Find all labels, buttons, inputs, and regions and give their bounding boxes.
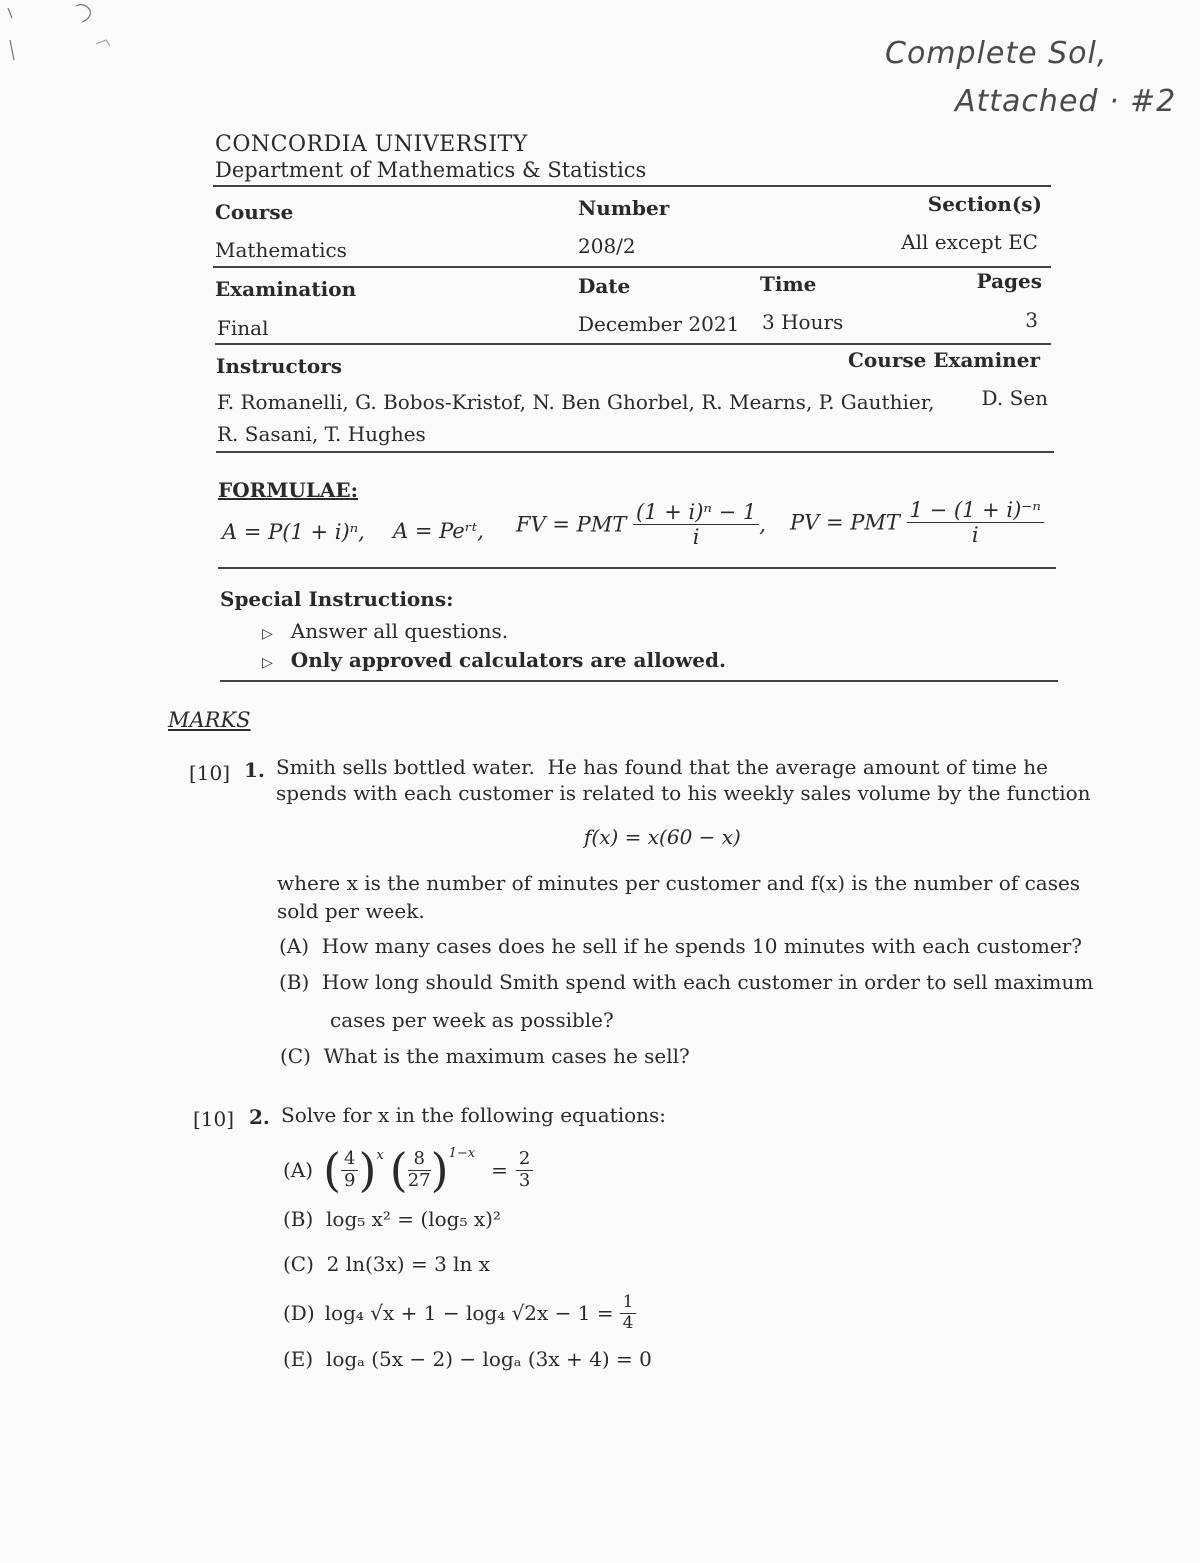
formula-present-value: [790, 498, 1044, 547]
divider: [216, 451, 1054, 453]
sections-value: All except EC: [901, 230, 1038, 254]
right-paren: ): [358, 1143, 377, 1197]
q2-a-fraction-2: [408, 1149, 431, 1191]
q1-part-b-line1: (B) How long should Smith spend with each customer in order to sell maximum: [279, 970, 1094, 994]
q2-part-e: (E) logₐ (5x − 2) − logₐ (3x + 4) = 0: [283, 1347, 652, 1371]
triangle-bullet-icon: ▷: [262, 626, 273, 642]
divider: [213, 266, 1051, 268]
left-paren: (: [323, 1143, 342, 1197]
handwritten-note-line2: Attached · #2: [955, 84, 1177, 119]
q2-a-rhs-fraction: [516, 1149, 533, 1191]
sections-label: Section(s): [927, 192, 1042, 216]
handwritten-note-line1: Complete Sol,: [885, 36, 1108, 71]
instructors-label: Instructors: [216, 354, 343, 378]
divider: [218, 567, 1056, 569]
divider: [213, 185, 1051, 187]
special-instructions-label: Special Instructions:: [220, 587, 454, 611]
examination-value: Final: [217, 316, 269, 340]
q2-part-a-label: (A): [283, 1157, 314, 1182]
formulae-label: FORMULAE:: [218, 478, 359, 502]
q1-where-line1: where x is the number of minutes per customer and f(x) is the number of cases: [277, 871, 1081, 895]
scan-mark: [6, 0, 26, 70]
left-paren: (: [389, 1143, 408, 1197]
q1-part-c: (C) What is the maximum cases he sell?: [280, 1044, 690, 1068]
fv-comma: ,: [759, 512, 766, 537]
course-examiner-value: D. Sen: [981, 386, 1048, 410]
q2-a-fraction-1: [341, 1149, 358, 1191]
marks-label: MARKS: [168, 708, 251, 732]
q2-d-num: 1: [620, 1293, 637, 1314]
q2-part-d-expression: log₄ √x + 1 − log₄ √2x − 1 =: [324, 1300, 614, 1325]
q2-a-f2-den: 27: [407, 1169, 431, 1191]
formula-continuous: A = Peʳᵗ,: [393, 519, 484, 543]
q1-where-line2: sold per week.: [277, 899, 425, 923]
divider: [220, 680, 1058, 682]
department-name: Department of Mathematics & Statistics: [215, 158, 647, 182]
time-label: Time: [760, 272, 817, 296]
q2-intro: Solve for x in the following equations:: [281, 1103, 667, 1127]
q1-part-b-line2: cases per week as possible?: [330, 1008, 614, 1032]
number-label: Number: [578, 196, 670, 220]
q2-a-rhs-num: 2: [516, 1149, 533, 1171]
triangle-bullet-icon: ▷: [262, 655, 273, 671]
course-value: Mathematics: [215, 238, 347, 262]
instructors-line1: F. Romanelli, G. Bobos-Kristof, N. Ben Ghorbel, R. Mearns, P. Gauthier,: [217, 390, 935, 414]
pv-lhs: PV = PMT: [790, 510, 900, 535]
right-paren: ): [430, 1143, 449, 1197]
q2-a-f1-den: 9: [344, 1169, 356, 1191]
q2-d-fraction: [620, 1293, 637, 1333]
fv-numerator: (1 + i)ⁿ − 1: [633, 500, 759, 525]
q2-d-den: 4: [622, 1312, 634, 1333]
q1-part-a: (A) How many cases does he sell if he spends 10 minutes with each customer?: [279, 934, 1082, 958]
formula-compound: A = P(1 + i)ⁿ,: [222, 520, 365, 544]
instructors-line2: R. Sasani, T. Hughes: [217, 422, 426, 446]
number-value: 208/2: [578, 234, 636, 258]
course-label: Course: [215, 200, 294, 224]
q2-a-exponent-2: 1−x: [448, 1146, 476, 1161]
q2-part-d-label: (D): [283, 1300, 315, 1325]
divider: [215, 343, 1051, 345]
q2-a-f1-num: 4: [341, 1149, 358, 1171]
q2-a-rhs-den: 3: [518, 1169, 531, 1191]
instruction-text-2: Only approved calculators are allowed.: [290, 648, 726, 672]
formula-future-value: [516, 500, 766, 549]
q2-marks: [10]: [193, 1107, 235, 1131]
instruction-item-2: [262, 648, 726, 672]
pv-denominator: i: [971, 523, 979, 548]
fv-fraction: [633, 500, 759, 549]
pv-numerator: 1 − (1 + i)⁻ⁿ: [907, 498, 1044, 523]
q2-a-equals: =: [491, 1157, 508, 1182]
university-name: CONCORDIA UNIVERSITY: [215, 132, 528, 157]
instruction-text-1: Answer all questions.: [290, 619, 509, 643]
q1-function: f(x) = x(60 − x): [584, 825, 741, 849]
fv-denominator: i: [692, 525, 700, 550]
q1-marks: [10]: [189, 761, 231, 785]
date-label: Date: [578, 274, 631, 298]
pv-fraction: [907, 498, 1044, 547]
q2-part-a: [283, 1140, 533, 1200]
pages-value: 3: [1025, 308, 1038, 332]
scan-mark-graphic: [6, 0, 126, 70]
fv-lhs: FV = PMT: [516, 512, 627, 537]
examination-label: Examination: [215, 277, 357, 301]
q2-a-f2-num: 8: [408, 1149, 431, 1171]
time-value: 3 Hours: [762, 310, 844, 334]
q2-part-d: [283, 1288, 636, 1338]
pages-label: Pages: [976, 269, 1042, 293]
q2-part-b: (B) log₅ x² = (log₅ x)²: [283, 1207, 501, 1231]
course-examiner-label: Course Examiner: [848, 348, 1040, 372]
q2-part-c: (C) 2 ln(3x) = 3 ln x: [283, 1252, 491, 1276]
q2-number: 2.: [249, 1105, 270, 1129]
q1-number: 1.: [244, 758, 265, 782]
date-value: December 2021: [578, 312, 740, 336]
instruction-item-1: [262, 619, 508, 643]
q1-text-line2: spends with each customer is related to his weekly sales volume by the function: [276, 781, 1091, 805]
q2-a-exponent-1: x: [376, 1148, 384, 1163]
q1-text-line1: Smith sells bottled water. He has found that the average amount of time he: [276, 755, 1049, 779]
